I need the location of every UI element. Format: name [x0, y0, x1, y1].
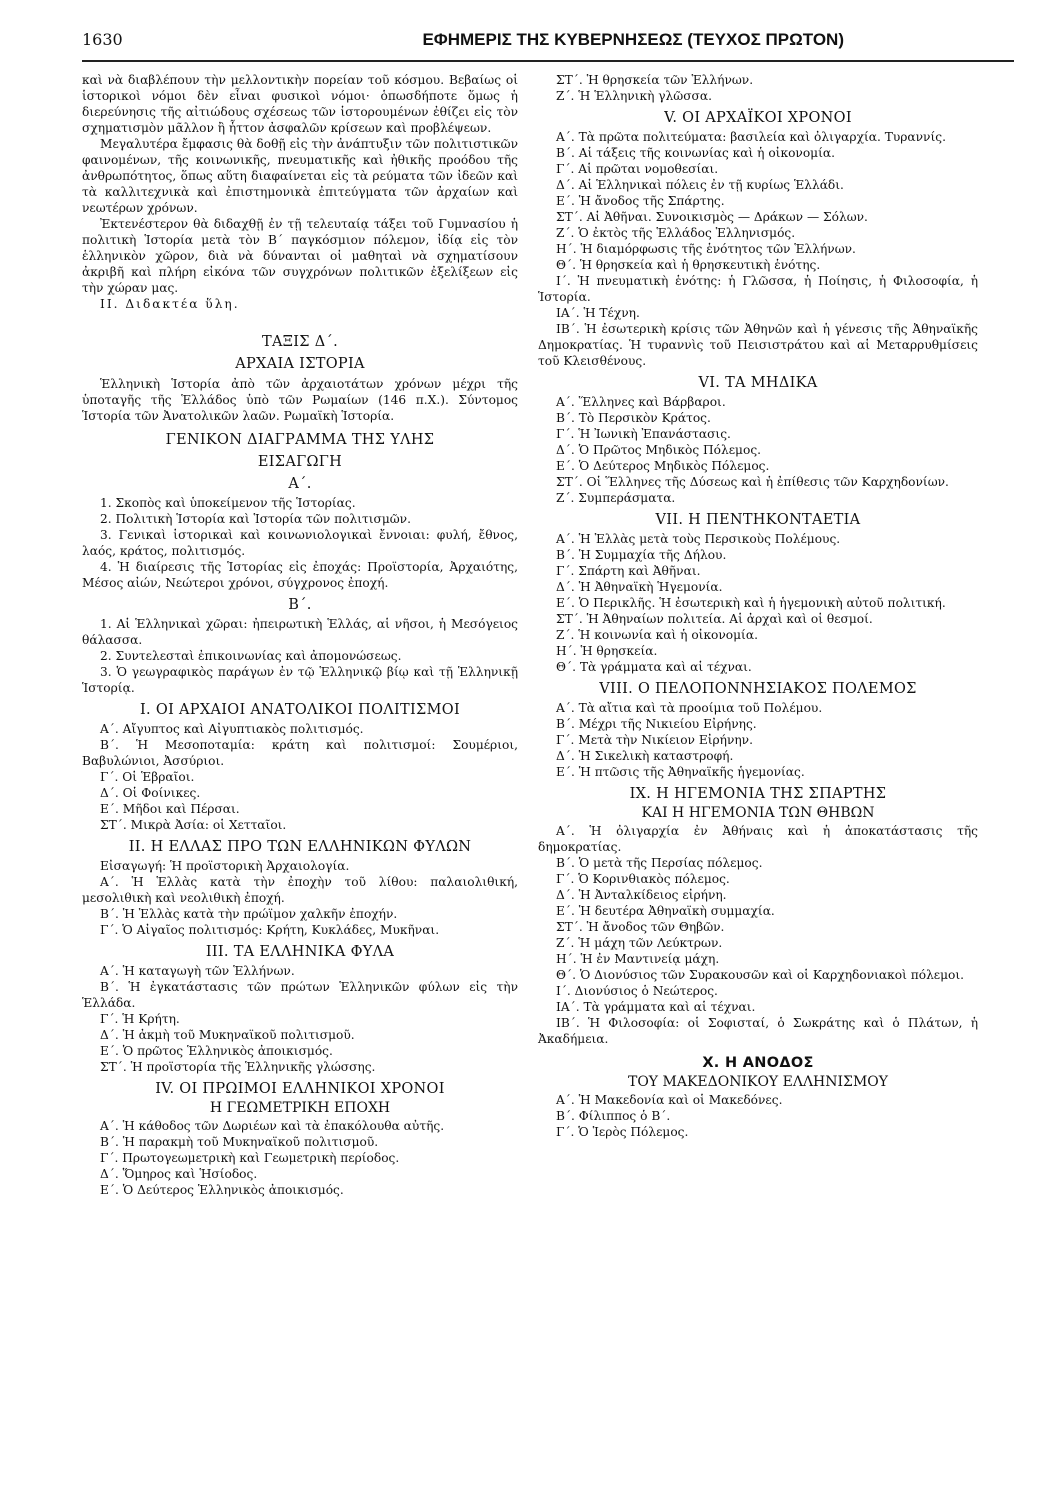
list-item: Δ΄. Οἱ Φοίνικες. [100, 786, 201, 800]
list-item: Β΄. Μέχρι τῆς Νικιείου Εἰρήνης. [556, 717, 757, 731]
list-item: Γ΄. Αἱ πρῶται νομοθεσίαι. [556, 162, 719, 176]
section-heading: ΙΧ. Η ΗΓΕΜΟΝΙΑ ΤΗΣ ΣΠΑΡΤΗΣ [629, 786, 887, 802]
list-item: Ι΄. Διονύσιος ὁ Νεώτερος. [556, 984, 718, 998]
list-item: Β΄. Φίλιππος ὁ Β΄. [556, 1109, 671, 1123]
paragraph: Ἐκτενέστερον θὰ διδαχθῇ ἐν τῇ τελευταίᾳ τάξει τοῦ Γυμνασίου ἡ πολιτικὴ Ἱστορία μετὰ τὸν Β΄ παγκόσμιον πόλεμον, ἰδίᾳ εἰς τὸν ἑλληνικὸν χῶρον, διὰ νὰ δύνανται οἱ μαθηταὶ νὰ σχηματίσουν ἀκριβῆ καὶ πλήρη εἰκόνα τῶν συγχρόνων πολιτικῶν ἐξελίξεων εἰς τὴν χώραν μας. [82, 217, 518, 295]
introduction-heading: ΕΙΣΑΓΩΓΗ [257, 454, 343, 470]
section-subheading: ΚΑΙ Η ΗΓΕΜΟΝΙΑ ΤΩΝ ΘΗΒΩΝ [641, 805, 875, 821]
list-item: Β΄. Ἡ ἐγκατάστασις τῶν πρώτων Ἑλληνικῶν φύλων εἰς τὴν Ἑλλάδα. [82, 980, 518, 1010]
list-item: Δ΄. Ὁ Πρῶτος Μηδικὸς Πόλεμος. [556, 443, 762, 457]
list-item: Ζ΄. Ἡ κοινωνία καὶ ἡ οἰκονομία. [556, 628, 758, 642]
list-item: Η΄. Ἡ διαμόρφωσις τῆς ἑνότητος τῶν Ἑλλήνων. [556, 242, 856, 256]
paragraph: Μεγαλυτέρα ἔμφασις θὰ δοθῇ εἰς τὴν ἀνάπτυξιν τῶν πολιτιστικῶν φαινομένων, τῆς κοινωνικῆς, πνευματικῆς καὶ ἠθικῆς προόδου τῆς ἀνθρωπότητος, ὅπως αὕτη διαφαίνεται εἰς τὰ ρεύματα τῶν ἰδεῶν καὶ τὰ καλλιτεχνικὰ καὶ ἐπιστημονικὰ ἐπιτεύγματα τῶν ἀρχαίων καὶ νεωτέρων χρόνων. [82, 137, 518, 215]
class-heading: ΤΑΞΙΣ Δ΄. [262, 334, 338, 350]
list-item: ΙΒ΄. Ἡ ἐσωτερικὴ κρίσις τῶν Ἀθηνῶν καὶ ἡ γένεσις τῆς Ἀθηναϊκῆς Δημοκρατίας. Ἡ τυραννὶς τοῦ Πεισιστράτου καὶ αἱ Μεταρρυθμίσεις τοῦ Κλεισθένους. [538, 322, 978, 368]
list-item: Ι΄. Ἡ πνευματικὴ ἑνότης: ἡ Γλῶσσα, ἡ Ποίησις, ἡ Φιλοσοφία, ἡ Ἱστορία. [538, 274, 978, 304]
list-item: Εἰσαγωγή: Ἡ προϊστορικὴ Ἀρχαιολογία. [100, 859, 350, 873]
list-item: Β΄. Ἡ Μεσοποταμία: κράτη καὶ πολιτισμοί: Σουμέριοι, Βαβυλώνιοι, Ἀσσύριοι. [82, 738, 518, 768]
list-item: Β΄. Ὁ μετὰ τῆς Περσίας πόλεμος. [556, 856, 763, 870]
section-heading: VI. ΤΑ ΜΗΔΙΚΑ [698, 375, 818, 391]
gazette-title: ΕΦΗΜΕΡΙΣ ΤΗΣ ΚΥΒΕΡΝΗΣΕΩΣ (ΤΕΥΧΟΣ ΠΡΩΤΟΝ) [422, 30, 844, 49]
list-item: Γ΄. Ὁ Αἰγαῖος πολιτισμός: Κρήτη, Κυκλάδες, Μυκῆναι. [100, 923, 440, 937]
list-item: Θ΄. Τὰ γράμματα καὶ αἱ τέχναι. [556, 660, 752, 674]
section-heading: VII. Η ΠΕΝΤΗΚΟΝΤΑΕΤΙΑ [655, 512, 861, 528]
list-item: 1. Σκοπὸς καὶ ὑποκείμενον τῆς Ἱστορίας. [100, 496, 356, 510]
list-item: Α΄. Ἕλληνες καὶ Βάρβαροι. [556, 395, 726, 409]
list-item: Γ΄. Ἡ Κρήτη. [100, 1012, 180, 1026]
list-item: Δ΄. Ἡ Ἀνταλκίδειος εἰρήνη. [556, 888, 727, 902]
list-item: Β΄. Αἱ τάξεις τῆς κοινωνίας καὶ ἡ οἰκονομία. [556, 146, 835, 160]
subject-heading: ΑΡΧΑΙΑ ΙΣΤΟΡΙΑ [235, 356, 365, 372]
list-item: Ε΄. Ὁ Περικλῆς. Ἡ ἐσωτερικὴ καὶ ἡ ἡγεμονικὴ αὐτοῦ πολιτική. [556, 596, 946, 610]
syllabus-heading: ΓΕΝΙΚΟΝ ΔΙΑΓΡΑΜΜΑ ΤΗΣ ΥΛΗΣ [165, 432, 435, 448]
list-item: Δ΄. Ἡ ἀκμὴ τοῦ Μυκηναϊκοῦ πολιτισμοῦ. [100, 1028, 355, 1042]
list-item: Ε΄. Ἡ πτῶσις τῆς Ἀθηναϊκῆς ἡγεμονίας. [556, 765, 805, 779]
list-item: Ε΄. Μῆδοι καὶ Πέρσαι. [100, 802, 240, 816]
list-item: ΣΤ΄. Ἡ Ἀθηναίων πολιτεία. Αἱ ἀρχαὶ καὶ οἱ θεσμοί. [556, 612, 873, 626]
list-item: Η΄. Ἡ θρησκεία. [556, 644, 658, 658]
page-header [82, 30, 1014, 62]
section-heading: Ι. ΟΙ ΑΡΧΑΙΟΙ ΑΝΑΤΟΛΙΚΟΙ ΠΟΛΙΤΙΣΜΟΙ [140, 702, 460, 718]
list-item: Α΄. Ἡ ὀλιγαρχία ἐν Ἀθήναις καὶ ἡ ἀποκατάστασις τῆς δημοκρατίας. [538, 824, 978, 854]
list-item: 1. Αἱ Ἑλληνικαὶ χῶραι: ἠπειρωτικὴ Ἑλλάς, αἱ νῆσοι, ἡ Μεσόγειος θάλασσα. [82, 617, 518, 647]
list-item: Β΄. Τὸ Περσικὸν Κράτος. [556, 411, 711, 425]
list-item: Δ΄. Ἡ Ἀθηναϊκὴ Ἡγεμονία. [556, 580, 723, 594]
list-item: ΣΤ΄. Μικρὰ Ἀσία: οἱ Χετταῖοι. [100, 818, 287, 832]
section-heading: Χ. Η ΑΝΟΔΟΣ [702, 1055, 814, 1071]
list-item: Α΄. Ἡ Ἑλλὰς μετὰ τοὺς Περσικοὺς Πολέμους. [556, 532, 841, 546]
list-item: ΣΤ΄. Ἡ θρησκεία τῶν Ἑλλήνων. [556, 73, 754, 87]
list-item: Α΄. Ἡ Μακεδονία καὶ οἱ Μακεδόνες. [556, 1093, 783, 1107]
didaktea-heading: ΙΙ. Διδακτέα ὕλη. [100, 297, 240, 311]
subject-description: Ἑλληνικὴ Ἱστορία ἀπὸ τῶν ἀρχαιοτάτων χρόνων μέχρι τῆς ὑποταγῆς τῆς Ἑλλάδος ὑπὸ τῶν Ρωμαίων (146 π.Χ.). Σύντομος Ἱστορία τῶν Ἀνατολικῶν λαῶν. Ρωμαϊκὴ Ἱστορία. [82, 377, 518, 423]
part-b-heading: Β΄. [288, 597, 312, 613]
list-item: 2. Πολιτικὴ Ἱστορία καὶ Ἱστορία τῶν πολιτισμῶν. [100, 512, 411, 526]
page-number: 1630 [82, 30, 123, 49]
list-item: Α΄. Αἴγυπτος καὶ Αἰγυπτιακὸς πολιτισμός. [100, 722, 364, 736]
list-item: Ε΄. Ὁ Δεύτερος Ἑλληνικὸς ἀποικισμός. [100, 1183, 344, 1197]
list-item: ΙΑ΄. Ἡ Τέχνη. [556, 306, 640, 320]
list-item: Β΄. Ἡ Συμμαχία τῆς Δήλου. [556, 548, 727, 562]
list-item: Ζ΄. Ἡ Ἑλληνικὴ γλῶσσα. [556, 89, 712, 103]
list-item: Ε΄. Ὁ πρῶτος Ἑλληνικὸς ἀποικισμός. [100, 1044, 333, 1058]
list-item: Ε΄. Ὁ Δεύτερος Μηδικὸς Πόλεμος. [556, 459, 770, 473]
list-item: Ζ΄. Συμπεράσματα. [556, 491, 676, 505]
paragraph: καὶ νὰ διαβλέπουν τὴν μελλοντικὴν πορείαν τοῦ κόσμου. Βεβαίως οἱ ἱστορικοὶ νόμοι δὲν εἶναι φυσικοὶ νόμοι· ὁπωσδήποτε ὅμως ἡ διερεύνησις τῆς αἰτιώδους σχέσεως τῶν ἱστορουμένων ἐθίζει εἰς τὸν σχηματισμὸν μᾶλλον ἢ ἧττον ἀσφαλῶν κρίσεων καὶ προβλέψεων. [82, 73, 518, 135]
list-item: ΣΤ΄. Αἱ Ἀθῆναι. Συνοικισμὸς — Δράκων — Σόλων. [556, 210, 868, 224]
section-heading: ΙΙΙ. ΤΑ ΕΛΛΗΝΙΚΑ ΦΥΛΑ [205, 944, 395, 960]
section-heading: ΙΙ. Η ΕΛΛΑΣ ΠΡΟ ΤΩΝ ΕΛΛΗΝΙΚΩΝ ΦΥΛΩΝ [128, 839, 472, 855]
list-item: Γ΄. Ὁ Ἱερὸς Πόλεμος. [556, 1125, 689, 1139]
list-item: ΣΤ΄. Οἱ Ἕλληνες τῆς Δύσεως καὶ ἡ ἐπίθεσις τῶν Καρχηδονίων. [556, 475, 949, 489]
list-item: ΙΑ΄. Τὰ γράμματα καὶ αἱ τέχναι. [556, 1000, 756, 1014]
section-heading: VIII. Ο ΠΕΛΟΠΟΝΝΗΣΙΑΚΟΣ ΠΟΛΕΜΟΣ [599, 681, 917, 697]
list-item: Γ΄. Ὁ Κορινθιακὸς πόλεμος. [556, 872, 730, 886]
section-subheading: Η ΓΕΩΜΕΤΡΙΚΗ ΕΠΟΧΗ [209, 1100, 391, 1116]
list-item: Γ΄. Ἡ Ἰωνικὴ Ἐπανάστασις. [556, 427, 731, 441]
section-heading: V. ΟΙ ΑΡΧΑΪΚΟΙ ΧΡΟΝΟΙ [664, 110, 852, 126]
list-item: ΙΒ΄. Ἡ Φιλοσοφία: οἱ Σοφισταί, ὁ Σωκράτης καὶ ὁ Πλάτων, ἡ Ἀκαδήμεια. [538, 1016, 978, 1046]
list-item: Ε΄. Ἡ δευτέρα Ἀθηναϊκὴ συμμαχία. [556, 904, 775, 918]
list-item: Γ΄. Μετὰ τὴν Νικίειον Εἰρήνην. [556, 733, 753, 747]
list-item: Δ΄. Αἱ Ἑλληνικαὶ πόλεις ἐν τῇ κυρίως Ἑλλάδι. [556, 178, 844, 192]
list-item: Γ΄. Οἱ Ἑβραῖοι. [100, 770, 195, 784]
list-item: Θ΄. Ἡ θρησκεία καὶ ἡ θρησκευτικὴ ἑνότης. [556, 258, 821, 272]
list-item: 2. Συντελεσταὶ ἐπικοινωνίας καὶ ἀπομονώσεως. [100, 649, 402, 663]
list-item: Ε΄. Ἡ ἄνοδος τῆς Σπάρτης. [556, 194, 725, 208]
list-item: Γ΄. Σπάρτη καὶ Ἀθῆναι. [556, 564, 701, 578]
list-item: 3. Γενικαὶ ἱστορικαὶ καὶ κοινωνιολογικαὶ ἔννοιαι: φυλή, ἔθνος, λαός, κράτος, πολιτισμός. [82, 528, 518, 558]
right-column [538, 72, 978, 1140]
list-item: Γ΄. Πρωτογεωμετρικὴ καὶ Γεωμετρικὴ περίοδος. [100, 1151, 400, 1165]
list-item: Β΄. Ἡ παρακμὴ τοῦ Μυκηναϊκοῦ πολιτισμοῦ. [100, 1135, 379, 1149]
list-item: Β΄. Ἡ Ἑλλὰς κατὰ τὴν πρώϊμον χαλκῆν ἐποχήν. [100, 907, 398, 921]
part-a-heading: Α΄. [288, 476, 312, 492]
list-item: 4. Ἡ διαίρεσις τῆς Ἱστορίας εἰς ἐποχάς: Προϊστορία, Ἀρχαιότης, Μέσος αἰών, Νεώτεροι χρόνοι, σύγχρονος ἐποχή. [82, 560, 518, 590]
list-item: Ζ΄. Ἡ μάχη τῶν Λεύκτρων. [556, 936, 723, 950]
list-item: ΣΤ΄. Ἡ προϊστορία τῆς Ἑλληνικῆς γλώσσης. [100, 1060, 376, 1074]
section-subheading: ΤΟΥ ΜΑΚΕΔΟΝΙΚΟΥ ΕΛΛΗΝΙΣΜΟΥ [627, 1074, 888, 1090]
list-item: Ζ΄. Ὁ ἐκτὸς τῆς Ἑλλάδος Ἑλληνισμός. [556, 226, 796, 240]
left-column [82, 72, 518, 1198]
list-item: Α΄. Ἡ Ἑλλὰς κατὰ τὴν ἐποχὴν τοῦ λίθου: παλαιολιθική, μεσολιθικὴ καὶ νεολιθικὴ ἐποχή. [82, 875, 518, 905]
list-item: ΣΤ΄. Ἡ ἄνοδος τῶν Θηβῶν. [556, 920, 725, 934]
section-heading: ΙV. ΟΙ ΠΡΩΙΜΟΙ ΕΛΛΗΝΙΚΟΙ ΧΡΟΝΟΙ [155, 1081, 445, 1097]
list-item: 3. Ὁ γεωγραφικὸς παράγων ἐν τῷ Ἑλληνικῷ βίῳ καὶ τῇ Ἑλληνικῇ Ἱστορίᾳ. [82, 665, 518, 695]
list-item: Α΄. Ἡ κάθοδος τῶν Δωριέων καὶ τὰ ἐπακόλουθα αὐτῆς. [100, 1119, 445, 1133]
list-item: Α΄. Τὰ αἴτια καὶ τὰ προοίμια τοῦ Πολέμου. [556, 701, 823, 715]
list-item: Δ΄. Ὅμηρος καὶ Ἡσίοδος. [100, 1167, 258, 1181]
list-item: Θ΄. Ὁ Διονύσιος τῶν Συρακουσῶν καὶ οἱ Καρχηδονιακοὶ πόλεμοι. [556, 968, 965, 982]
list-item: Η΄. Ἡ ἐν Μαντινείᾳ μάχη. [556, 952, 720, 966]
list-item: Α΄. Τὰ πρῶτα πολιτεύματα: βασιλεία καὶ ὀλιγαρχία. Τυραννίς. [556, 130, 946, 144]
list-item: Α΄. Ἡ καταγωγὴ τῶν Ἑλλήνων. [100, 964, 295, 978]
list-item: Δ΄. Ἡ Σικελικὴ καταστροφή. [556, 749, 734, 763]
